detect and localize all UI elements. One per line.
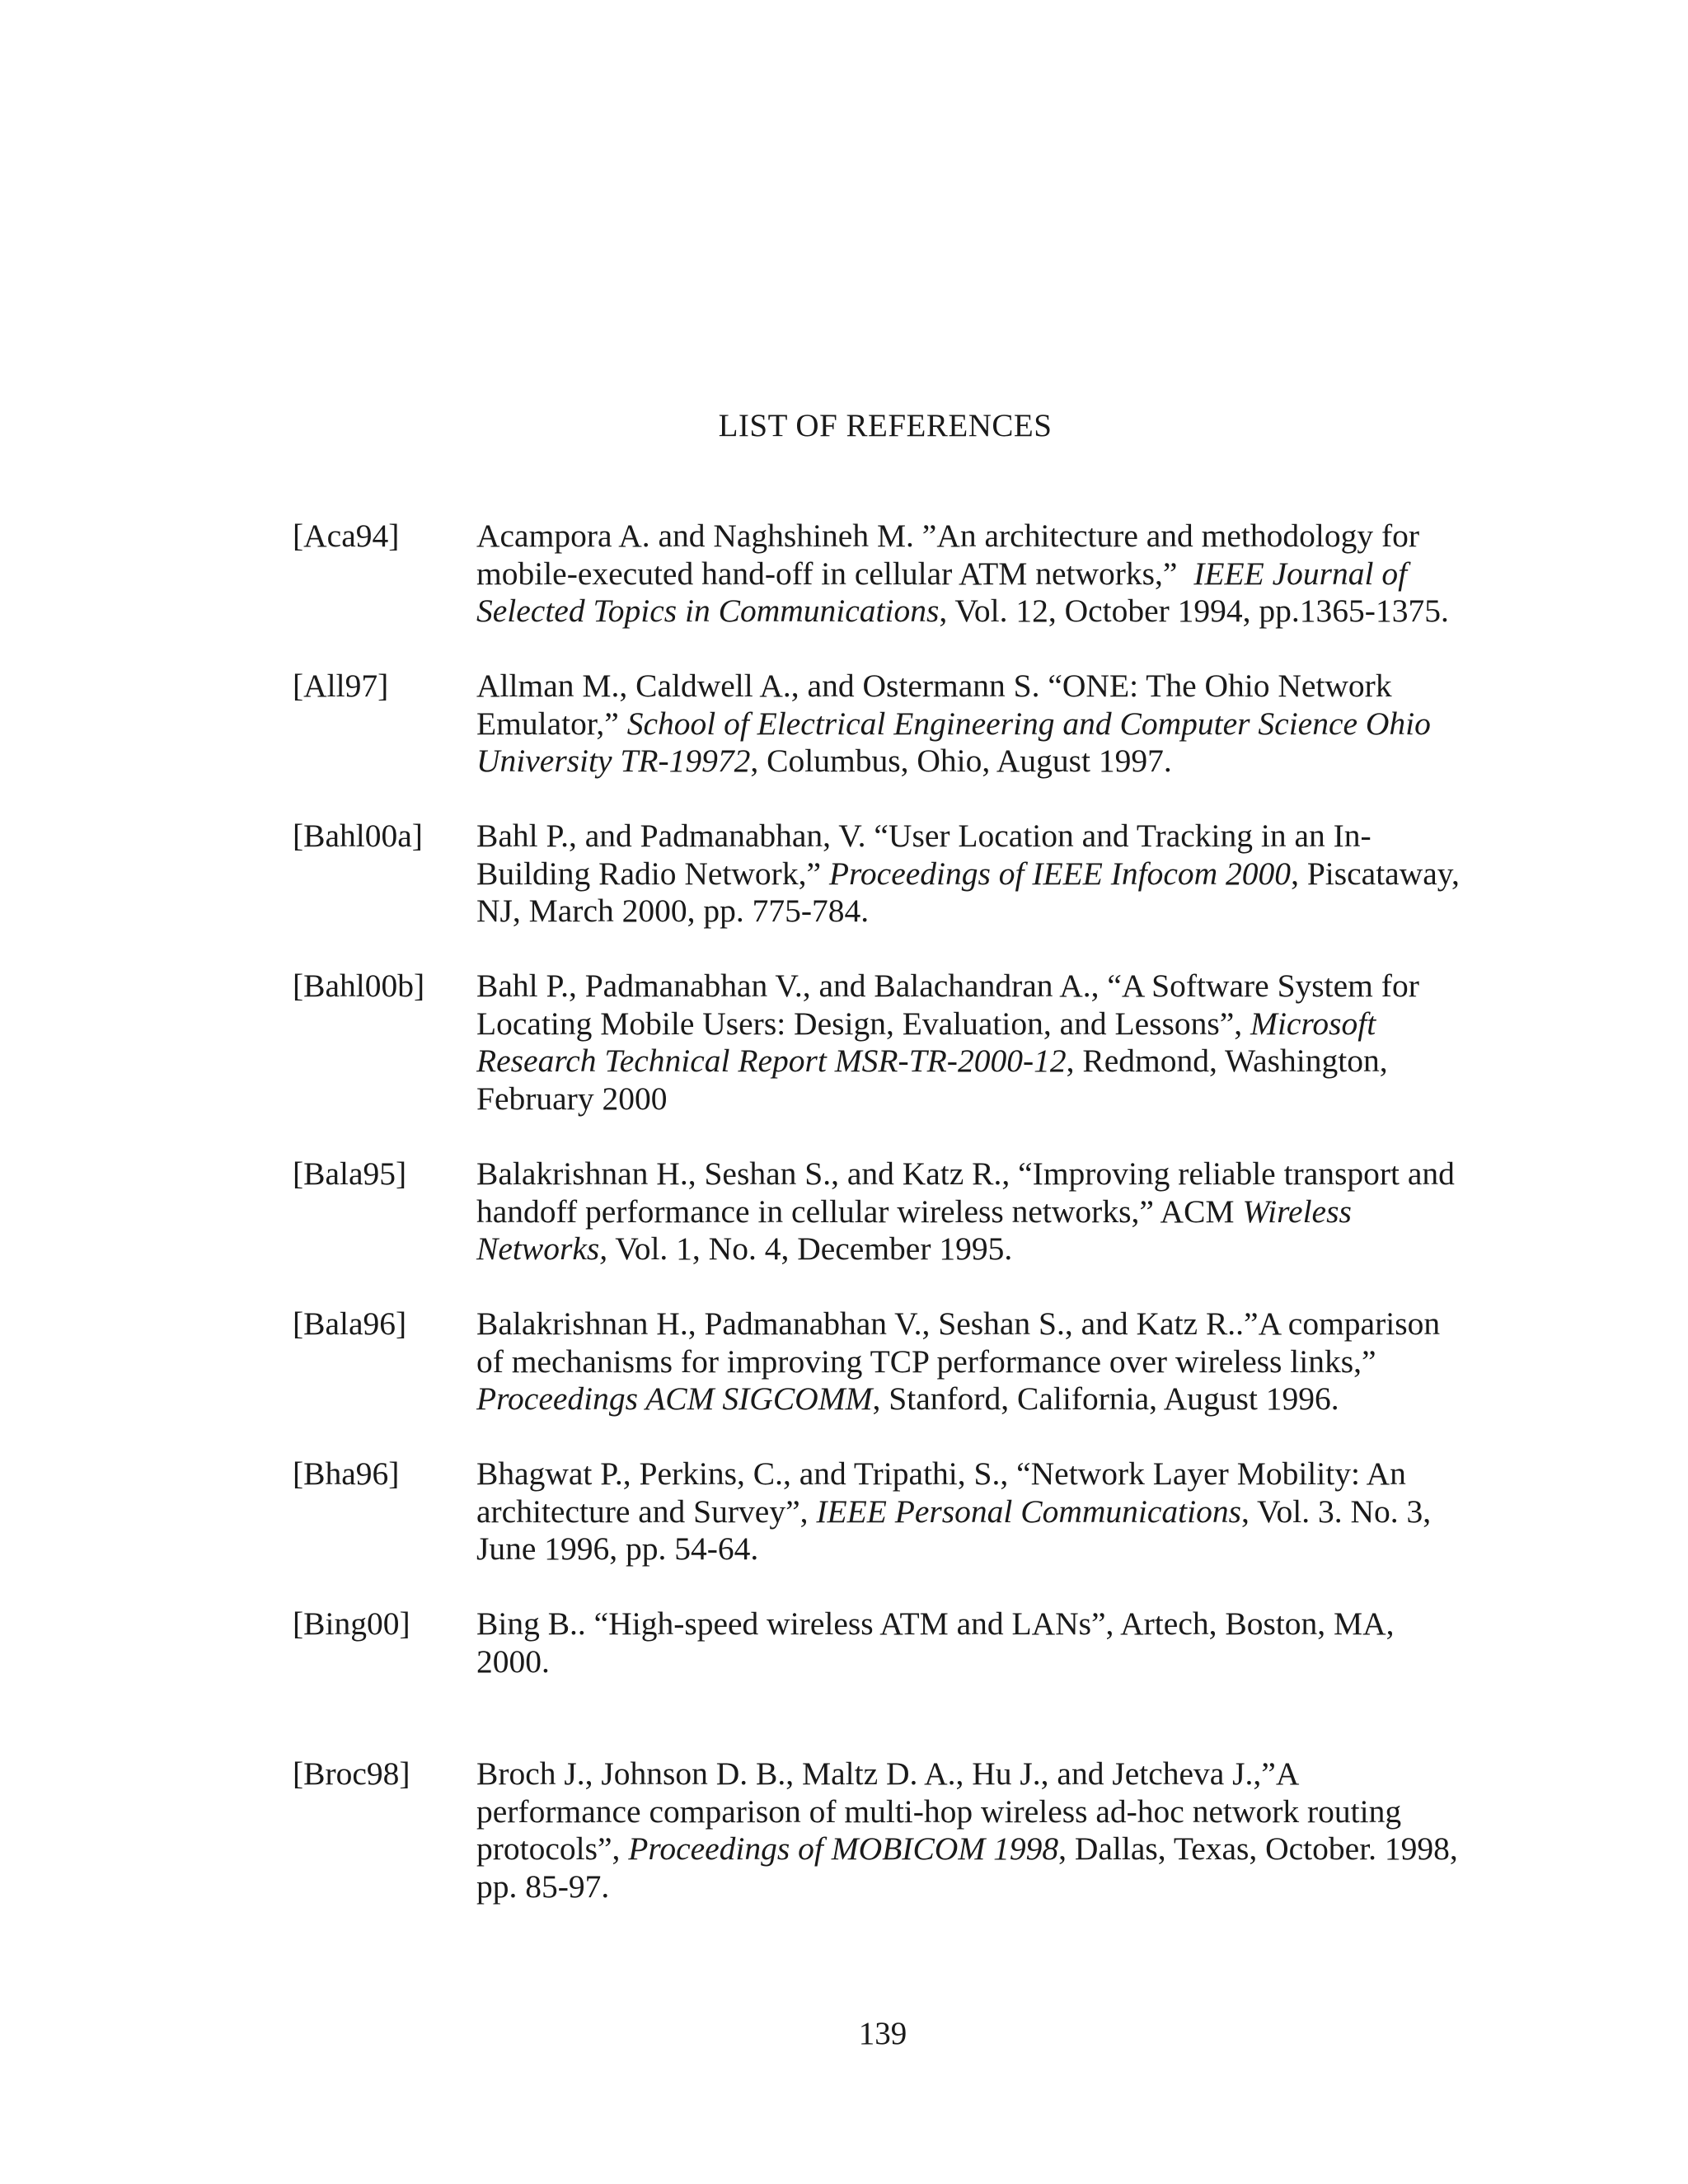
reference-key: [Broc98] — [293, 1755, 410, 1792]
reference-key: [All97] — [293, 668, 389, 704]
reference-text — [476, 1455, 1474, 1568]
reference-text-line: Bhagwat P., Perkins, C., and Tripathi, S., “Network Layer Mobility: An — [476, 1455, 1406, 1492]
reference-text — [476, 518, 1474, 630]
reference-text-line: mobile-executed hand-off in cellular ATM networks,” — [476, 555, 1178, 592]
reference-text-line: June 1996, pp. 54-64. — [476, 1530, 759, 1567]
reference-entry-bala96 — [293, 1305, 1471, 1418]
reference-key: [Bha96] — [293, 1455, 400, 1492]
reference-journal-title: Proceedings of MOBICOM 1998 — [628, 1830, 1059, 1867]
reference-text-line: , Columbus, Ohio, August 1997. — [750, 743, 1172, 779]
page-title: LIST OF REFERENCES — [718, 408, 1053, 443]
reference-text-line: Acampora A. and Naghshineh M. ”An architecture and methodology for — [476, 518, 1420, 554]
reference-text-line: pp. 85-97. — [476, 1868, 610, 1905]
reference-text-line: , Vol. 3. No. 3, — [1241, 1493, 1432, 1530]
reference-entry-bing00 — [293, 1605, 1471, 1680]
reference-entry-bala95 — [293, 1155, 1471, 1268]
reference-text-line: Bahl P., and Padmanabhan, V. “User Location and Tracking in an In- — [476, 818, 1372, 854]
reference-text — [476, 1755, 1474, 1905]
reference-text-line: , Stanford, California, August 1996. — [872, 1380, 1339, 1417]
reference-entry-all97 — [293, 668, 1471, 780]
reference-journal-title: IEEE Personal Communications — [816, 1493, 1242, 1530]
reference-text-line: Allman M., Caldwell A., and Ostermann S. “ONE: The Ohio Network — [476, 668, 1392, 704]
reference-text — [476, 1605, 1474, 1680]
reference-key: [Aca94] — [293, 518, 400, 554]
reference-entry-bha96 — [293, 1455, 1471, 1568]
reference-text-line: , Dallas, Texas, October. 1998, — [1058, 1830, 1458, 1867]
reference-text-line: Balakrishnan H., Seshan S., and Katz R., “Improving reliable transport and — [476, 1155, 1455, 1192]
reference-text-line: Locating Mobile Users: Design, Evaluation, and Lessons”, — [476, 1005, 1243, 1042]
reference-text-line: Bing B.. “High-speed wireless ATM and LANs”, Artech, Boston, MA, — [476, 1605, 1395, 1642]
reference-key: [Bahl00a] — [293, 818, 423, 854]
reference-text — [476, 818, 1474, 930]
reference-entry-broc98 — [293, 1755, 1471, 1905]
reference-journal-title: Research Technical Report MSR-TR-2000-12 — [476, 1043, 1067, 1079]
reference-text — [476, 968, 1474, 1118]
page-number: 139 — [858, 2016, 907, 2051]
reference-text-line: performance comparison of multi-hop wireless ad-hoc network routing — [476, 1793, 1402, 1830]
reference-journal-title: Proceedings ACM SIGCOMM — [476, 1380, 873, 1417]
reference-journal-title: IEEE Journal of — [1193, 555, 1408, 592]
reference-text-line: NJ, March 2000, pp. 775-784. — [476, 893, 870, 929]
reference-key: [Bala95] — [293, 1155, 407, 1192]
reference-text-line: Emulator,” — [476, 705, 619, 742]
reference-text — [476, 1155, 1474, 1268]
reference-text — [476, 1305, 1474, 1418]
reference-text-line: Bahl P., Padmanabhan V., and Balachandran A., “A Software System for — [476, 968, 1419, 1004]
reference-text-line: Broch J., Johnson D. B., Maltz D. A., Hu J., and Jetcheva J.,”A — [476, 1755, 1300, 1792]
reference-journal-title: University TR-19972 — [476, 743, 751, 779]
reference-text-line: Balakrishnan H., Padmanabhan V., Seshan S., and Katz R..”A comparison — [476, 1305, 1441, 1342]
reference-journal-title: Microsoft — [1250, 1005, 1376, 1042]
reference-entry-bahl00b — [293, 968, 1471, 1118]
reference-text-line: architecture and Survey”, — [476, 1493, 809, 1530]
reference-text-line: Building Radio Network,” — [476, 855, 821, 892]
reference-text-line: of mechanisms for improving TCP performance over wireless links,” — [476, 1343, 1376, 1380]
reference-text-line: Vol. 1, No. 4, December 1995. — [607, 1230, 1013, 1267]
reference-text-line: , Redmond, Washington, — [1066, 1043, 1388, 1079]
reference-text-line: protocols”, — [476, 1830, 621, 1867]
reference-journal-title: Selected Topics in Communications — [476, 593, 940, 629]
reference-journal-title: Wireless — [1242, 1193, 1352, 1230]
reference-text-line: handoff performance in cellular wireless networks,” ACM — [476, 1193, 1235, 1230]
reference-journal-title: School of Electrical Engineering and Computer Science Ohio — [626, 705, 1431, 742]
reference-text — [476, 668, 1474, 780]
reference-text-line: , Piscataway, — [1291, 855, 1460, 892]
reference-text-line: , Vol. 12, October 1994, pp.1365-1375. — [939, 593, 1449, 629]
reference-text-line: 2000. — [476, 1643, 550, 1680]
reference-key: [Bing00] — [293, 1605, 410, 1642]
reference-entry-aca94 — [293, 518, 1471, 630]
reference-key: [Bala96] — [293, 1305, 407, 1342]
reference-journal-title: Networks, — [476, 1230, 608, 1267]
reference-entry-bahl00a — [293, 818, 1471, 930]
reference-text-line: February 2000 — [476, 1080, 668, 1117]
reference-key: [Bahl00b] — [293, 968, 425, 1004]
reference-journal-title: Proceedings of IEEE Infocom 2000 — [828, 855, 1292, 892]
